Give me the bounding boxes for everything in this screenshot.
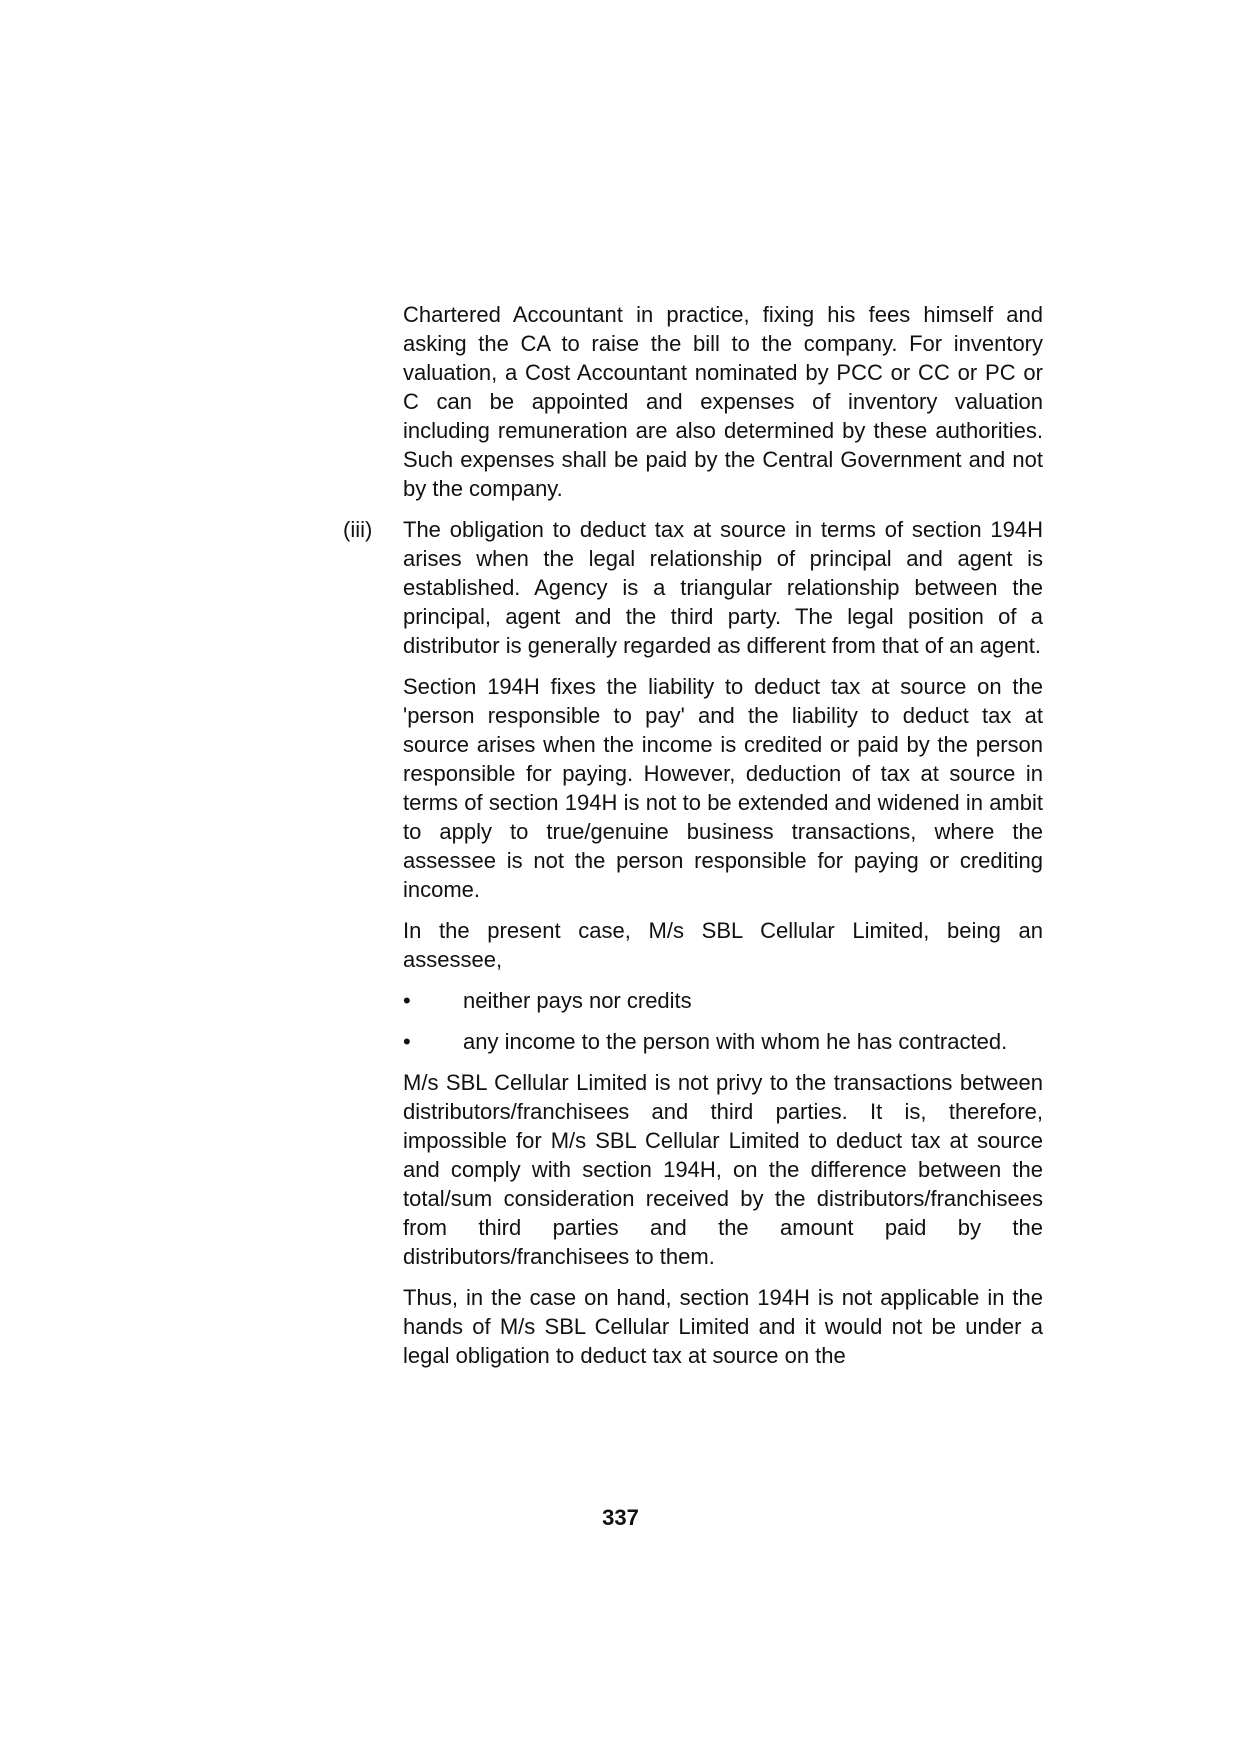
paragraph-section-194h: Section 194H fixes the liability to deduct tax at source on the 'person responsible to pay' and the liability to deduct tax at source arises when the income is credited or paid by the person responsible for paying. However, deduction of tax at source in terms of section 194H is not to be extended and widened in ambit to apply to true/genuine business transactions, where the assessee is not the person responsible for paying or crediting income. bbox=[403, 674, 1043, 902]
bullet-text: neither pays nor credits bbox=[463, 988, 692, 1013]
document-body bbox=[343, 300, 1043, 1382]
paragraph-continuation: Chartered Accountant in practice, fixing his fees himself and asking the CA to raise the bill to the company. For inventory valuation, a Cost Accountant nominated by PCC or CC or PC or C can be appointed and expenses of inventory valuation including remuneration are also determined by these authorities. Such expenses shall be paid by the Central Government and not by the company. bbox=[403, 302, 1043, 501]
bullet-list bbox=[403, 986, 1043, 1056]
item-iii-marker: (iii) bbox=[343, 517, 373, 542]
item-iii-text: The obligation to deduct tax at source in terms of section 194H arises when the legal relationship of principal and agent is established. Agency is a triangular relationship between the principal, agent and the third party. The legal position of a distributor is generally regarded as different from that of an agent. bbox=[403, 517, 1043, 658]
bullet-icon: • bbox=[403, 988, 411, 1013]
paragraph-conclusion: Thus, in the case on hand, section 194H is not applicable in the hands of M/s SBL Cellular Limited and it would not be under a legal obligation to deduct tax at source on the bbox=[403, 1285, 1043, 1368]
bullet-item bbox=[403, 1027, 1043, 1056]
paragraph-present-case: In the present case, M/s SBL Cellular Limited, being an assessee, bbox=[403, 918, 1043, 972]
bullet-icon: • bbox=[403, 1029, 411, 1054]
paragraph-not-privy: M/s SBL Cellular Limited is not privy to the transactions between distributors/franchisees and third parties. It is, therefore, impossible for M/s SBL Cellular Limited to deduct tax at source and comply with section 194H, on the difference between the total/sum consideration received by the distributors/franchisees from third parties and the amount paid by the distributors/franchisees to them. bbox=[403, 1070, 1043, 1269]
bullet-item bbox=[403, 986, 1043, 1015]
item-iii bbox=[343, 515, 1043, 660]
page-number: 337 bbox=[602, 1505, 639, 1530]
bullet-text: any income to the person with whom he has contracted. bbox=[463, 1029, 1008, 1054]
